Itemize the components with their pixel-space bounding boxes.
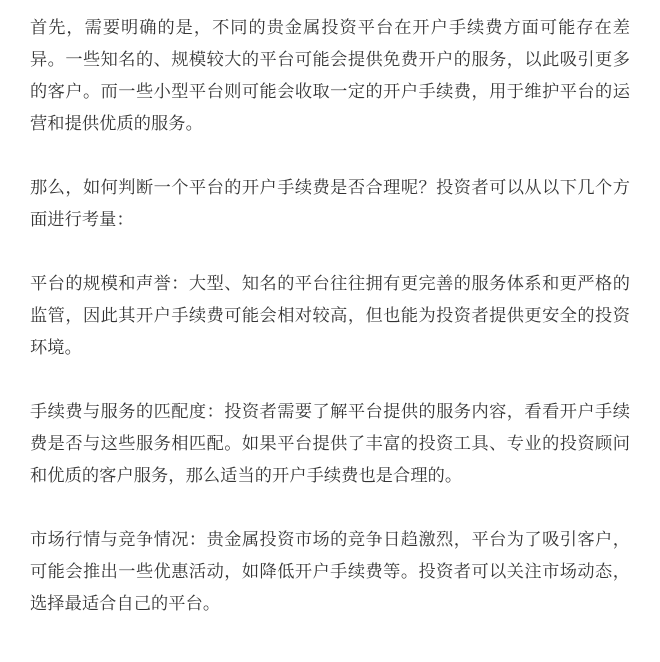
paragraph-intro: 首先，需要明确的是，不同的贵金属投资平台在开户手续费方面可能存在差异。一些知名的、规模较大的平台可能会提供免费开户的服务，以此吸引更多的客户。而一些小型平台则可能会收取一定的开户手续费，用于维护平台的运营和提供优质的服务。 <box>30 18 630 134</box>
paragraph-scale-reputation: 平台的规模和声誉：大型、知名的平台往往拥有更完善的服务体系和更严格的监管，因此其开户手续费可能会相对较高，但也能为投资者提供更安全的投资环境。 <box>30 274 630 358</box>
paragraph-market-competition: 市场行情与竞争情况：贵金属投资市场的竞争日趋激烈，平台为了吸引客户，可能会推出一些优惠活动，如降低开户手续费等。投资者可以关注市场动态，选择最适合自己的平台。 <box>30 530 630 614</box>
paragraph-question: 那么，如何判断一个平台的开户手续费是否合理呢？投资者可以从以下几个方面进行考量： <box>30 178 630 230</box>
paragraph-fee-service-match: 手续费与服务的匹配度：投资者需要了解平台提供的服务内容，看看开户手续费是否与这些服务相匹配。如果平台提供了丰富的投资工具、专业的投资顾问和优质的客户服务，那么适当的开户手续费也是合理的。 <box>30 402 630 486</box>
